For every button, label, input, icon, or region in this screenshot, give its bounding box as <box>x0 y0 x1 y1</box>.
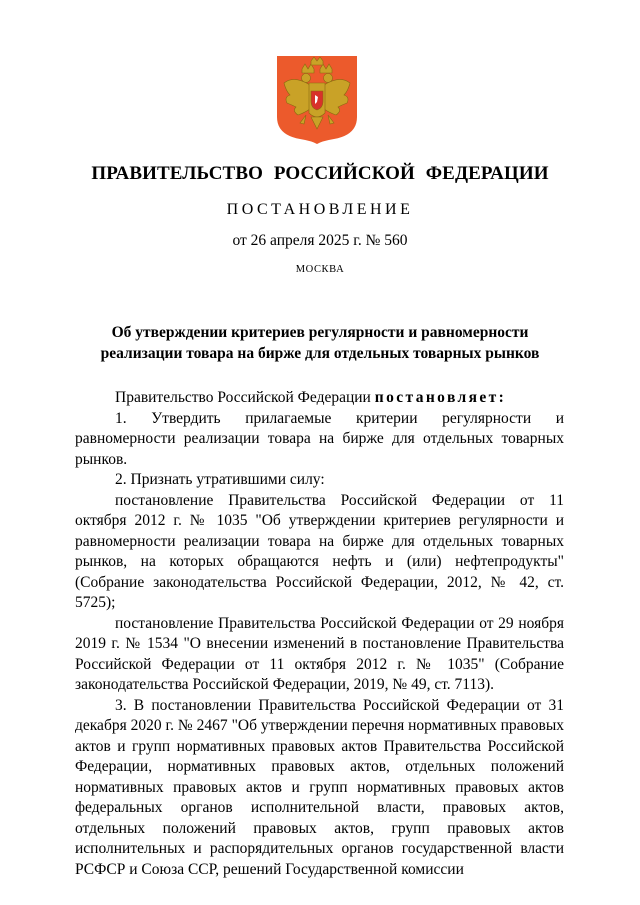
paragraph-3: постановление Правительства Российской Федерации от 11 октября 2012 г. № 1035 "Об утверждении критериев регулярности и равномерности реализации товара на бирже для отдельных товарных рынков, на которых обращаются нефть и (или) нефтепродукты" (Собрание законодательства Российской Федерации, 2012, № 42, ст. 5725); <box>75 491 564 611</box>
intro-paragraph <box>75 388 564 409</box>
paragraph-4: постановление Правительства Российской Федерации от 29 ноября 2019 г. № 1534 "О внесении изменений в постановление Правительства Российской Федерации от 11 октября 2012 г. № 1035" (Собрание законодательства Российской Федерации, 2019, № 49, ст. 7113). <box>75 614 564 693</box>
paragraph-1: 1. Утвердить прилагаемые критерии регулярности и равномерности реализации товара на бирже для отдельных товарных рынков. <box>75 409 564 468</box>
document-city: МОСКВА <box>295 264 345 275</box>
russian-coat-of-arms-icon <box>276 55 358 145</box>
subject-line-2: реализации товара на бирже для отдельных товарных рынков <box>100 345 540 362</box>
paragraph-2: 2. Признать утратившими силу: <box>115 471 325 488</box>
document-date-number: от 26 апреля 2025 г. № 560 <box>232 232 408 249</box>
subject-line-1: Об утверждении критериев регулярности и равномерности <box>111 324 529 341</box>
intro-text: Правительство Российской Федерации <box>115 389 375 406</box>
paragraph-5: 3. В постановлении Правительства Российской Федерации от 31 декабря 2020 г. № 2467 "Об утверждении перечня нормативных правовых актов и групп нормативных правовых актов Правительства Российской Федерации, нормативных правовых актов, отдельных положений нормативных правовых актов и групп нормативных правовых актов федеральных органов исполнительной власти, правовых актов, отдельных положений правовых актов, групп правовых актов исполнительных и распорядительных органов государственной власти РСФСР и Союза ССР, решений Государственной комиссии <box>75 696 564 878</box>
document-type: ПОСТАНОВЛЕНИЕ <box>226 201 414 218</box>
decree-word: постановляет: <box>374 389 507 406</box>
document-body <box>75 388 564 880</box>
government-title: ПРАВИТЕЛЬСТВО РОССИЙСКОЙ ФЕДЕРАЦИИ <box>91 163 549 184</box>
document-subject <box>0 322 640 364</box>
